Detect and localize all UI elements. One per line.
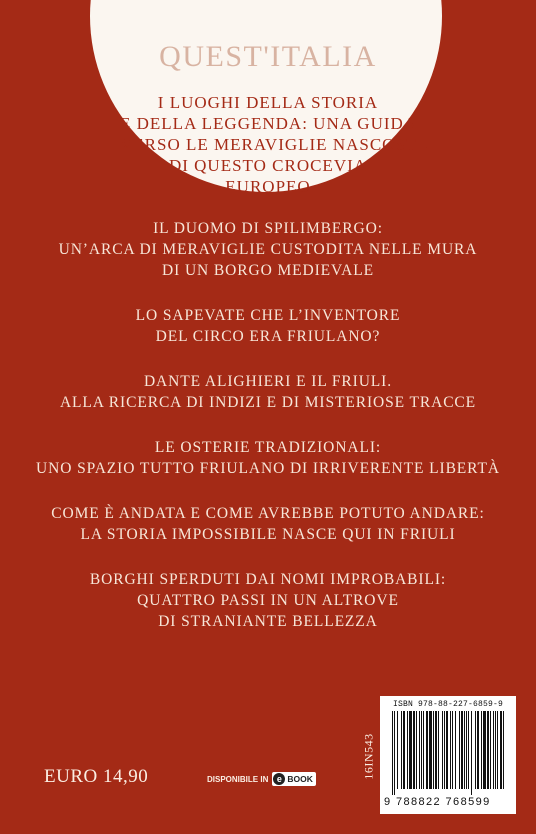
barcode-bar [497, 711, 498, 789]
barcode-bar [423, 711, 424, 789]
barcode-bar [493, 711, 494, 789]
barcode-bar [435, 711, 437, 789]
blurb-line: COME È ANDATA E COME AVREBBE POTUTO ANDARE: [51, 505, 485, 522]
catalog-code [362, 702, 376, 810]
barcode-box [380, 696, 516, 814]
catalog-code-text: 16IN543 [361, 732, 376, 780]
barcode-bar [475, 711, 476, 789]
barcode-bar [407, 711, 408, 789]
barcode-bar [468, 711, 469, 789]
subtitle-line: VERSO LE MERAVIGLIE NASCOSTE [120, 135, 429, 154]
barcode-icon [392, 711, 504, 795]
barcode-bar [452, 711, 453, 789]
barcode-bar [433, 711, 434, 789]
barcode-bar [392, 711, 393, 795]
barcode-bar [461, 711, 463, 789]
blurb-line: UN’ARCA DI MERAVIGLIE CUSTODITA NELLE MURA [58, 241, 478, 258]
barcode-bar [481, 711, 482, 789]
blurb-line: LE OSTERIE TRADIZIONALI: [154, 439, 382, 456]
barcode-bar [426, 711, 428, 789]
subtitle [120, 92, 429, 197]
barcode-bar [416, 711, 417, 789]
barcode-bar [455, 711, 456, 789]
ebook-logo-text: BOOK [287, 774, 313, 784]
barcode-bar [450, 711, 451, 789]
ean-digits: 9 788822 768599 [384, 796, 491, 808]
barcode-bar [419, 711, 420, 789]
barcode-bar [397, 711, 398, 789]
subtitle-line: EUROPEO [225, 177, 311, 196]
ebook-availability [207, 772, 316, 786]
barcode-bar [409, 711, 412, 789]
barcode-bar [413, 711, 415, 789]
barcode-bar [503, 711, 504, 789]
isbn-text: ISBN 978-88-227-6859-9 [392, 700, 504, 709]
barcode-bar [490, 711, 491, 789]
blurb [0, 218, 536, 281]
ebook-prefix: DISPONIBILE IN [207, 774, 269, 784]
barcode-bar [403, 711, 405, 789]
barcode-bar [429, 711, 432, 789]
blurb [0, 305, 536, 347]
blurb-line: BORGHI SPERDUTI DAI NOMI IMPROBABILI: [89, 571, 447, 588]
barcode-bar [421, 711, 422, 789]
barcode-bar [495, 711, 496, 789]
series-title: QUEST'ITALIA [159, 40, 377, 73]
barcode-bar [401, 711, 402, 789]
barcode-bar [459, 711, 460, 789]
price: EURO 14,90 [44, 766, 149, 787]
blurb [0, 569, 536, 632]
barcode-bar [444, 711, 445, 789]
blurb-line: LA STORIA IMPOSSIBILE NASCE QUI IN FRIULI [80, 526, 456, 543]
barcode-bar [464, 711, 465, 789]
subtitle-line: E DELLA LEGGENDA: UNA GUIDA [120, 114, 418, 133]
blurb-line: UNO SPAZIO TUTTO FRIULANO DI IRRIVERENTE LIBERTÀ [36, 460, 500, 477]
barcode-bar [487, 711, 489, 789]
barcode-bar [446, 711, 448, 789]
barcode-bar [477, 711, 479, 789]
blurb [0, 503, 536, 545]
barcode-bar [500, 711, 502, 789]
blurb-line: QUATTRO PASSI IN UN ALTROVE [137, 592, 399, 609]
ebook-e-icon: e [273, 773, 285, 785]
blurb-line: LO SAPEVATE CHE L’INVENTORE [135, 307, 401, 324]
barcode-bar [466, 711, 467, 789]
blurb [0, 371, 536, 413]
blurb-list [0, 218, 536, 656]
blurb-line: DEL CIRCO ERA FRIULANO? [155, 328, 381, 345]
blurb-line: DANTE ALIGHIERI E IL FRIULI. [143, 373, 393, 390]
blurb-line: DI UN BORGO MEDIEVALE [162, 262, 374, 279]
blurb-line: ALLA RICERCA DI INDIZI E DI MISTERIOSE TRACCE [59, 394, 477, 411]
blurb-line: DI STRANIANTE BELLEZZA [158, 613, 378, 630]
barcode-bar [438, 711, 439, 789]
barcode-bar [483, 711, 486, 789]
barcode-bar [394, 711, 395, 795]
blurb-line: IL DUOMO DI SPILIMBERGO: [153, 220, 383, 237]
subtitle-line: I LUOGHI DELLA STORIA [157, 93, 379, 112]
barcode-bar [471, 711, 472, 795]
barcode-bar [442, 711, 443, 789]
ebook-logo [272, 772, 316, 786]
subtitle-line: DI QUESTO CROCEVIA [168, 156, 368, 175]
blurb [0, 437, 536, 479]
